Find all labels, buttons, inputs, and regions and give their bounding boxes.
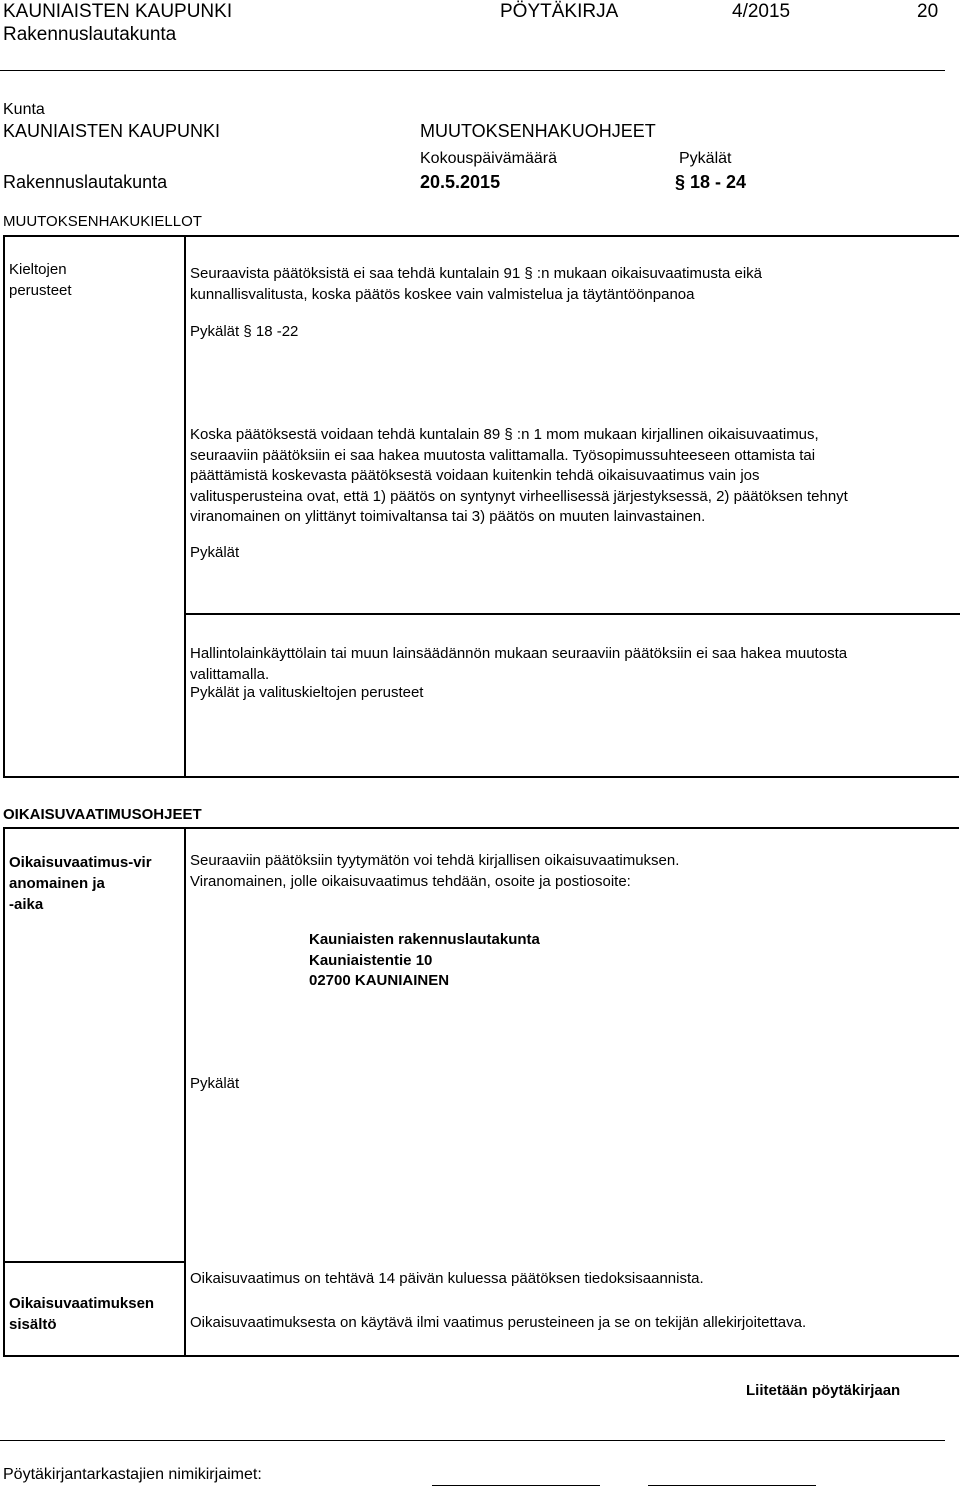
document-title: MUUTOKSENHAKUOHJEET [420, 121, 656, 141]
header-org: KAUNIAISTEN KAUPUNKI [3, 1, 233, 22]
signature-line [648, 1485, 816, 1486]
text-line: viranomainen on ylittänyt toimivaltansa tai 3) päätös on muuten lainvastainen. [190, 508, 706, 525]
address-line: Kauniaisten rakennuslautakunta [309, 931, 540, 948]
kiellot-paragraph-2-sections: Pykälät [190, 544, 240, 561]
text-line: valitusperusteina ovat, että 1) päätös on syntynyt virheellisessä järjestyksessä, 2) päätöksen tehnyt [190, 487, 848, 505]
kiellot-paragraph-1 [190, 264, 762, 305]
text-line: Seuraaviin päätöksiin tyytymätön voi tehdä kirjallisen oikaisuvaatimuksen. [190, 852, 680, 869]
date-label: Kokouspäivämäärä [420, 150, 557, 167]
meta-body: Rakennuslautakunta [3, 172, 168, 192]
meeting-date: 20.5.2015 [420, 172, 501, 192]
oikaisu-left-label-line: sisältö [9, 1316, 57, 1333]
oikaisu-content-text: Oikaisuvaatimuksesta on käytävä ilmi vaatimus perusteineen ja se on tekijän allekirjoitettava. [190, 1314, 807, 1331]
kiellot-left-label [9, 259, 72, 301]
oikaisu-deadline: Oikaisuvaatimus on tehtävä 14 päivän kuluessa päätöksen tiedoksisaannista. [190, 1270, 704, 1287]
kiellot-column-divider [184, 235, 186, 778]
kiellot-left-label-line: Kieltojen [9, 261, 67, 278]
kiellot-heading: MUUTOKSENHAKUKIELLOT [3, 213, 202, 230]
kunta-label: Kunta [3, 101, 45, 118]
kiellot-paragraph-2 [190, 425, 848, 528]
signature-line [432, 1485, 600, 1486]
oikaisu-row-divider [3, 1261, 185, 1263]
oikaisu-left-label-line: Oikaisuvaatimuksen [9, 1295, 155, 1312]
recipient-address [309, 930, 540, 992]
oikaisu-column-divider [184, 827, 186, 1357]
oikaisu-heading: OIKAISUVAATIMUSOHJEET [3, 806, 202, 823]
text-line: valittamalla. [190, 665, 270, 683]
header-rule [0, 70, 945, 71]
header-body: Rakennuslautakunta [3, 24, 177, 45]
attachment-note: Liitetään pöytäkirjaan [746, 1382, 901, 1399]
kiellot-paragraph-3-sections: Pykälät ja valituskieltojen perusteet [190, 684, 424, 701]
kiellot-row-divider [184, 613, 960, 615]
kiellot-paragraph-3 [190, 644, 847, 685]
text-line: päättämistä koskevasta päätöksestä voidaan kuitenkin tehdä oikaisuvaatimus vain jos [190, 467, 760, 484]
header-doc-type: PÖYTÄKIRJA [500, 1, 619, 22]
sections-label: Pykälät [679, 150, 732, 167]
text-line: Hallintolainkäyttölain tai muun lainsäädännön mukaan seuraaviin päätöksiin ei saa hakea muutosta [190, 645, 848, 662]
footer-rule [0, 1440, 945, 1441]
text-line: kunnallisvalitusta, koska päätös koskee vain valmistelua ja täytäntöönpanoa [190, 285, 695, 303]
kunta-value: KAUNIAISTEN KAUPUNKI [3, 121, 221, 141]
header-page-number: 20 [917, 1, 939, 22]
text-line: Viranomainen, jolle oikaisuvaatimus tehdään, osoite ja postiosoite: [190, 872, 631, 890]
oikaisu-left-label-line: -aika [9, 896, 44, 913]
kiellot-left-label-line: perusteet [9, 282, 72, 299]
oikaisu-paragraph-1 [190, 851, 679, 892]
header-issue: 4/2015 [732, 1, 791, 22]
meeting-sections: § 18 - 24 [675, 172, 747, 192]
kiellot-paragraph-1-sections: Pykälät § 18 -22 [190, 323, 299, 340]
text-line: Koska päätöksestä voidaan tehdä kuntalain 89 § :n 1 mom mukaan kirjallinen oikaisuvaatimus, [190, 426, 819, 443]
oikaisu-left-label-2 [9, 1293, 154, 1335]
text-line: seuraaviin päätöksiin ei saa hakea muutosta valittamalla. Työsopimussuhteeseen ottamista tai [190, 446, 816, 464]
oikaisu-left-label-line: Oikaisuvaatimus-vir [9, 854, 152, 871]
text-line: Seuraavista päätöksistä ei saa tehdä kuntalain 91 § :n mukaan oikaisuvaatimusta eikä [190, 265, 763, 282]
address-line: Kauniaistentie 10 [309, 951, 433, 969]
address-line: 02700 KAUNIAINEN [309, 972, 450, 989]
oikaisu-sections: Pykälät [190, 1075, 240, 1092]
oikaisu-left-label-line: anomainen ja [9, 875, 105, 892]
signatures-label: Pöytäkirjantarkastajien nimikirjaimet: [3, 1466, 262, 1483]
oikaisu-left-label-1 [9, 852, 152, 915]
